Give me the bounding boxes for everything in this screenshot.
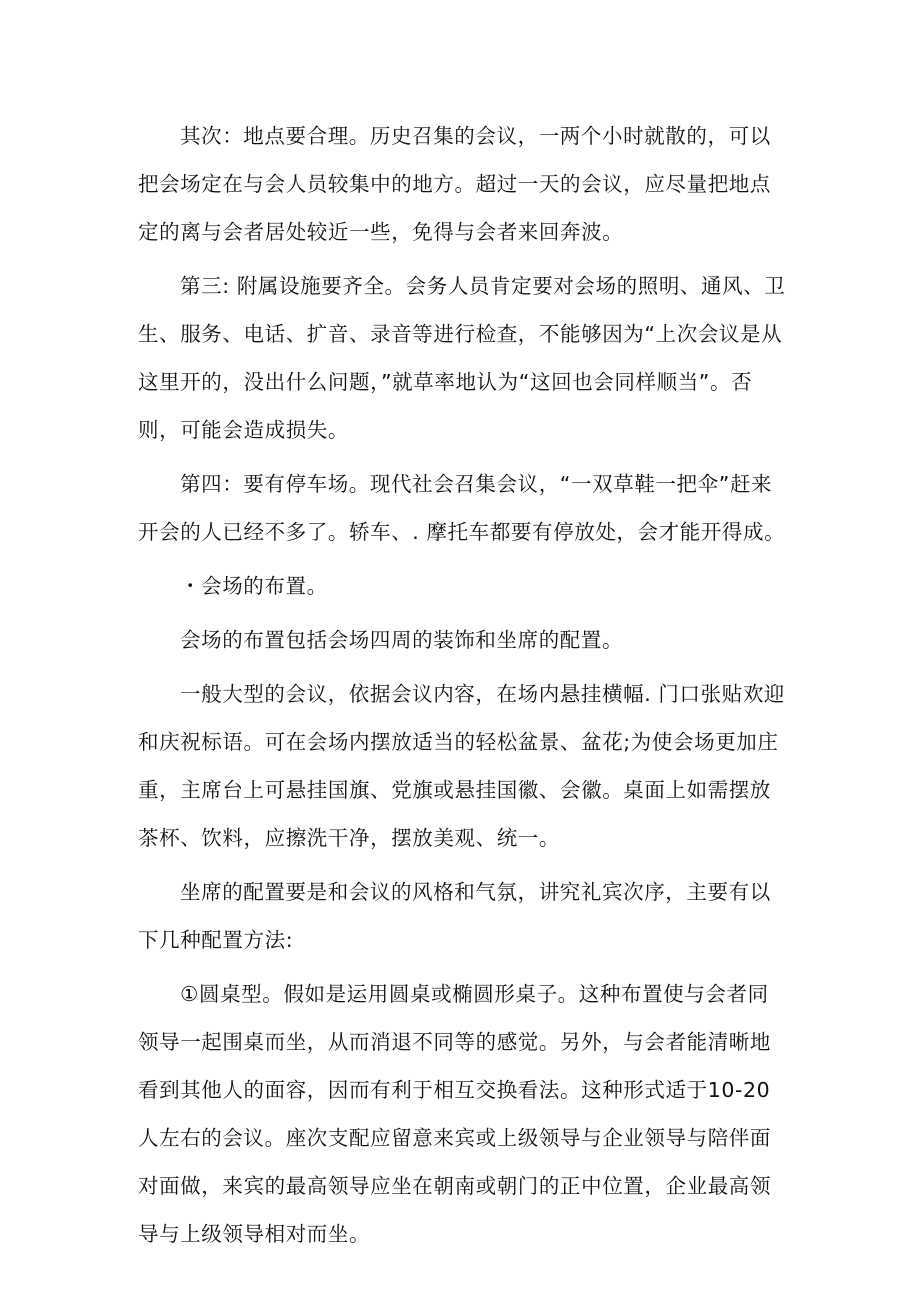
paragraph-seating-intro: 坐席的配置要是和会议的风格和气氛，讲究礼宾次序，主要有以下几种配置方法: <box>138 880 771 952</box>
document-body <box>138 112 788 1264</box>
paragraph-decoration: 一般大型的会议，依据会议内容，在场内悬挂横幅. 门口张贴欢迎和庆祝标语。可在会场内摆放适当的轻松盆景、盆花;为使会场更加庄重，主席台上可悬挂国旗、党旗或悬挂国徽、会徽。桌面上如需摆放茶杯、饮料，应擦洗干净，摆放美观、统一。 <box>138 682 786 850</box>
paragraph-round-table: ①圆桌型。假如是运用圆桌或椭圆形桌子。这种布置使与会者同领导一起围桌而坐，从而消退不同等的感觉。另外，与会者能清晰地看到其他人的面容，因而有利于相互交换看法。这种形式适于10-20人左右的会议。座次支配应留意来宾或上级领导与企业领导与陪伴面对面做，来宾的最高领导应坐在朝南或朝门的正中位置，企业最高领导与上级领导相对而坐。 <box>138 982 771 1246</box>
paragraph-parking: 第四：要有停车场。现代社会召集会议，“一双草鞋一把伞”赶来开会的人已经不多了。轿车、. 摩托车都要有停放处，会才能开得成。 <box>138 472 786 544</box>
paragraph-layout-intro: 会场的布置包括会场四周的装饰和坐席的配置。 <box>180 628 624 652</box>
section-heading-venue-layout: ・会场的布置。 <box>180 574 328 598</box>
paragraph-location: 其次：地点要合理。历史召集的会议，一两个小时就散的，可以把会场定在与会人员较集中的地方。超过一天的会议，应尽量把地点定的离与会者居处较近一些，免得与会者来回奔波。 <box>138 124 771 244</box>
paragraph-facilities: 第三: 附属设施要齐全。会务人员肯定要对会场的照明、通风、卫生、服务、电话、扩音、录音等进行检查，不能够因为“上次会议是从这里开的，没出什么问题，”就草率地认为“这回也会同样顺当”。否则，可能会造成损失。 <box>138 274 786 442</box>
